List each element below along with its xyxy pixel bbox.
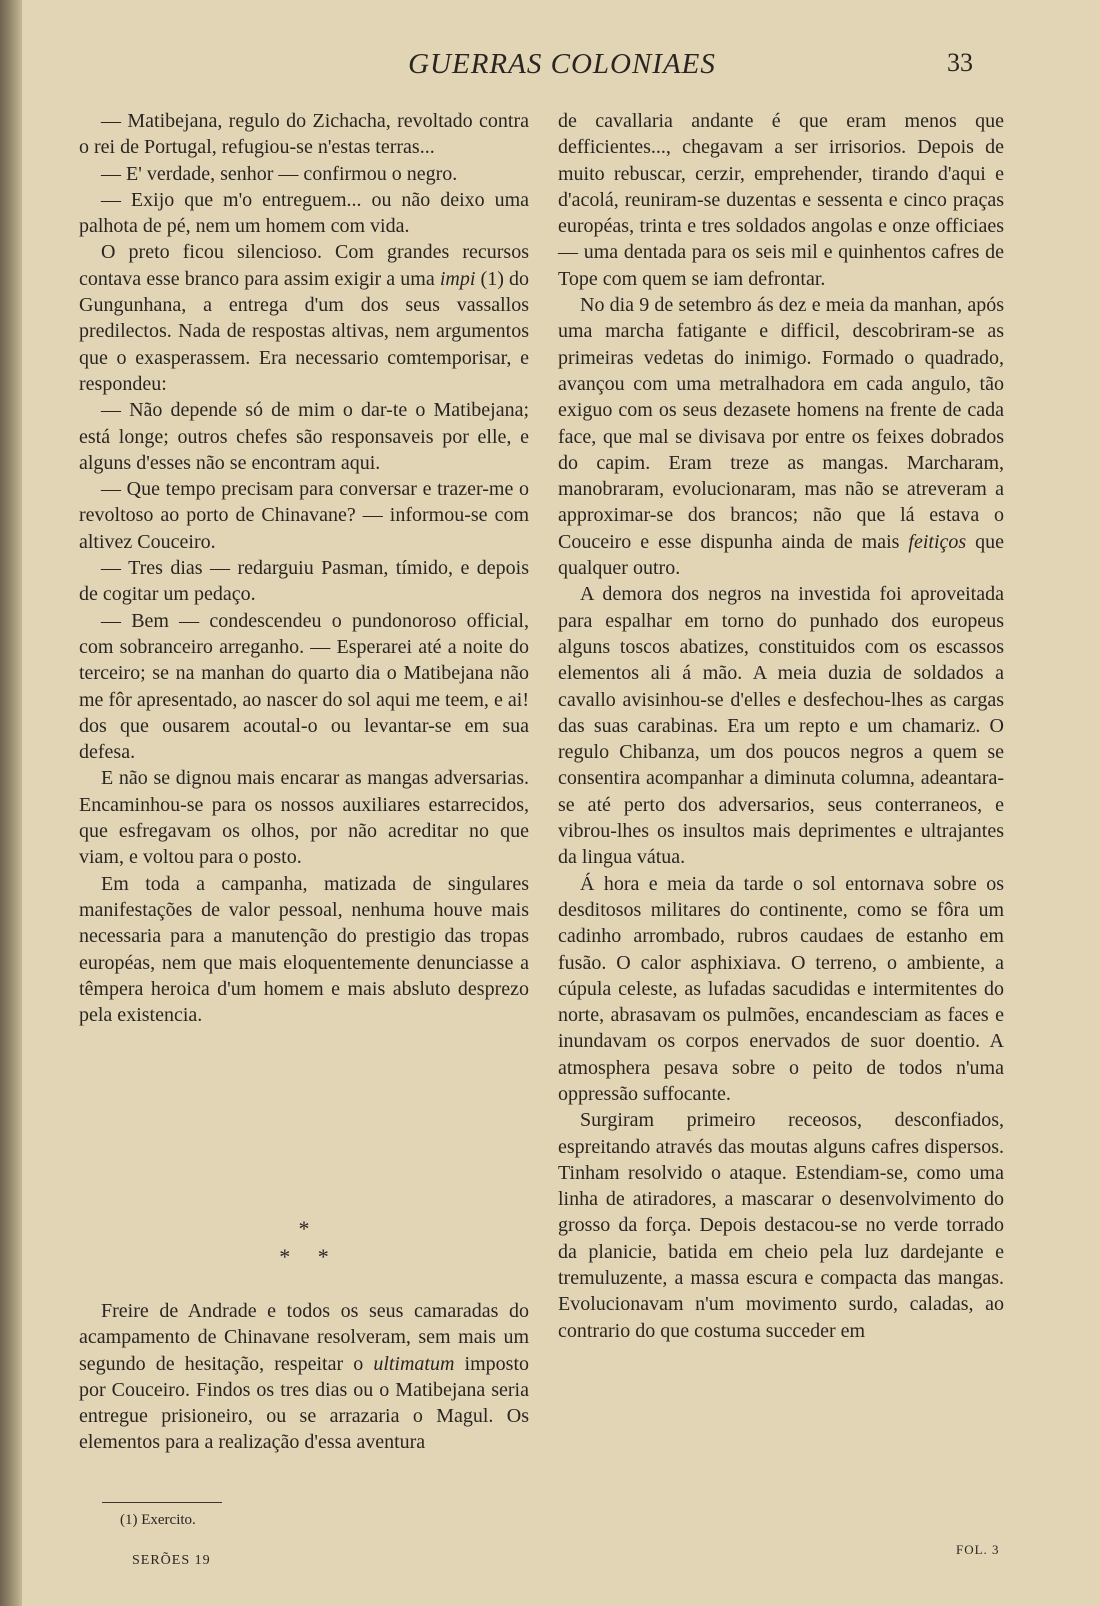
paragraph: de cavallaria andante é que eram menos que defficientes..., chegavam a ser irrisorios. Depois de muito rebuscar, cerzir, emprehender, tirando d'aqui e d'acolá, reuniram-se duzentas e sessenta e cinco praças européas, trinta e tres soldados angolas e onze officiaes — uma dentada para os seis mil e quinhentos cafres de Tope com quem se iam defrontar. [558, 110, 1004, 290]
book-spine-shadow [0, 0, 22, 1606]
text-span: (1) do Gungunhana, a entrega d'um dos seus vassallos predilectos. Nada de respostas altivas, nem argumentos que o exasperassem. Era necessario comtemporisar, e respondeu: [79, 267, 529, 395]
paragraph: — Tres dias — redarguiu Pasman, tímido, e depois de cogitar um pedaço. [79, 557, 529, 606]
text-span: O preto ficou silencioso. Com grandes recursos contava esse branco para assim exigir a uma [79, 241, 529, 290]
paragraph: Á hora e meia da tarde o sol entornava sobre os desditosos militares do continente, como se fôra um cadinho arrombado, rubros caudaes de estanho em fusão. O calor asphixiava. O terreno, o ambiente, a cúpula celeste, as lufadas sacudidas e intermitentes do norte, abrasavam os pulmões, encandesciam as faces e inundavam os corpos enervados de suor doentio. A atmosphera pesava sobre o peito de todos n'uma oppressão suffocante. [558, 872, 1004, 1105]
footnote: (1) Exercito. [120, 1512, 196, 1528]
italic-term: impi [439, 267, 476, 290]
text-span: No dia 9 de setembro ás dez e meia da manhan, após uma marcha fatigante e difficil, descobriram-se as primeiras vedetas do inimigo. Formado o quadrado, avançou com uma metralhadora em cada angulo, tão exiguo com os seus dezasete homens na frente de cada face, que mal se divisava por entre os feixes dobrados do capim. Eram treze as mangas. Marcharam, manobraram, evolucionaram, mas não se atreveram a approximar-se dos brancos; não que lá estava o Couceiro e esse dispunha ainda de mais [558, 294, 1004, 553]
left-column-continued [79, 1298, 529, 1456]
running-header-title: GUERRAS COLONIAES [408, 48, 716, 80]
paragraph: Em toda a campanha, matizada de singulares manifestações de valor pessoal, nenhuma houve mais necessaria para a manutenção do prestigio das tropas européas, nem que mais eloquentemente denunciasse a têmpera heroica d'um homem e mais absluto desprezo pela existencia. [79, 872, 529, 1027]
paragraph: A demora dos negros na investida foi aproveitada para espalhar em torno do punhado dos europeus alguns toscos abatizes, constituidos com os escassos elementos ali á mão. A meia duzia de soldados a cavallo avisinhou-se d'elles e desfechou-lhes as cargas das suas carabinas. Era um repto e um chamariz. O regulo Chibanza, um dos poucos negros a quem se consentira acompanhar a diminuta columna, adeantara-se até perto dos adversarios, seus conterraneos, e vibrou-lhes os insultos mais deprimentes e ultrajantes da lingua vátua. [558, 583, 1004, 869]
paragraph [79, 1298, 529, 1456]
paragraph: — Que tempo precisam para conversar e trazer-me o revoltoso ao porto de Chinavane? — informou-se com altivez Couceiro. [79, 478, 529, 553]
paragraph: — Matibejana, regulo do Zichacha, revoltado contra o rei de Portugal, refugiou-se n'estas terras... [79, 110, 529, 159]
paragraph: — Não depende só de mim o dar-te o Matibejana; está longe; outros chefes são responsaveis por elle, e alguns d'esses não se encontram aqui. [79, 399, 529, 474]
paragraph [558, 292, 1004, 581]
italic-term: ultimatum [373, 1352, 455, 1375]
text-span: Freire de Andrade e todos os seus camaradas do acampamento de Chinavane resolveram, sem mais um segundo de hesitação, respeitar o [79, 1300, 529, 1375]
paragraph: E não se dignou mais encarar as mangas adversarias. Encaminhou-se para os nossos auxiliares estarrecidos, que esfregavam os olhos, por não acreditar no que viam, e voltou para o posto. [79, 767, 529, 869]
text-span: que qualquer outro. [558, 530, 1004, 580]
page-number: 33 [947, 48, 973, 77]
printer-signature-right: FOL. 3 [956, 1542, 1000, 1557]
footnote-rule [102, 1502, 222, 1503]
italic-term: feitiços [908, 530, 967, 553]
paragraph: — Bem — condescendeu o pundonoroso official, com sobranceiro arreganho. — Esperarei até a noite do terceiro; se na manhan do quarto dia o Matibejana não me fôr apresentado, ao nascer do sol aqui me teem, e ai! dos que ousarem acoutal-o ou levantar-se em sua defesa. [79, 609, 529, 764]
printer-signature-left: SERÕES 19 [132, 1553, 211, 1568]
right-column [558, 108, 1004, 1344]
section-break-asterism-top: * [298, 1216, 310, 1241]
left-column [79, 108, 529, 1028]
paragraph [79, 239, 529, 397]
paragraph: — Exijo que m'o entreguem... ou não deixo uma palhota de pé, nem um homem com vida. [79, 188, 529, 238]
paragraph: Surgiram primeiro receosos, desconfiados, espreitando através das moutas alguns cafres dispersos. Tinham resolvido o ataque. Estendiam-se, como uma linha de atiradores, a mascarar o desenvolvimento do grosso da força. Depois destacou-se no verde torrado da planicie, batida em cheio pela luz dardejante e tremuluzente, a massa escura e compacta das mangas. Evolucionavam n'um movimento surdo, caladas, ao contrario do que costuma succeder em [558, 1109, 1004, 1342]
book-page [22, 0, 1100, 1606]
text-span: imposto por Couceiro. Findos os tres dias ou o Matibejana seria entregue prisioneiro, ou se arrazaria o Magul. Os elementos para a realização d'essa aventura [79, 1352, 529, 1454]
section-break-asterism-bottom: * * [279, 1244, 329, 1269]
paragraph: — E' verdade, senhor — confirmou o negro. [101, 162, 458, 185]
